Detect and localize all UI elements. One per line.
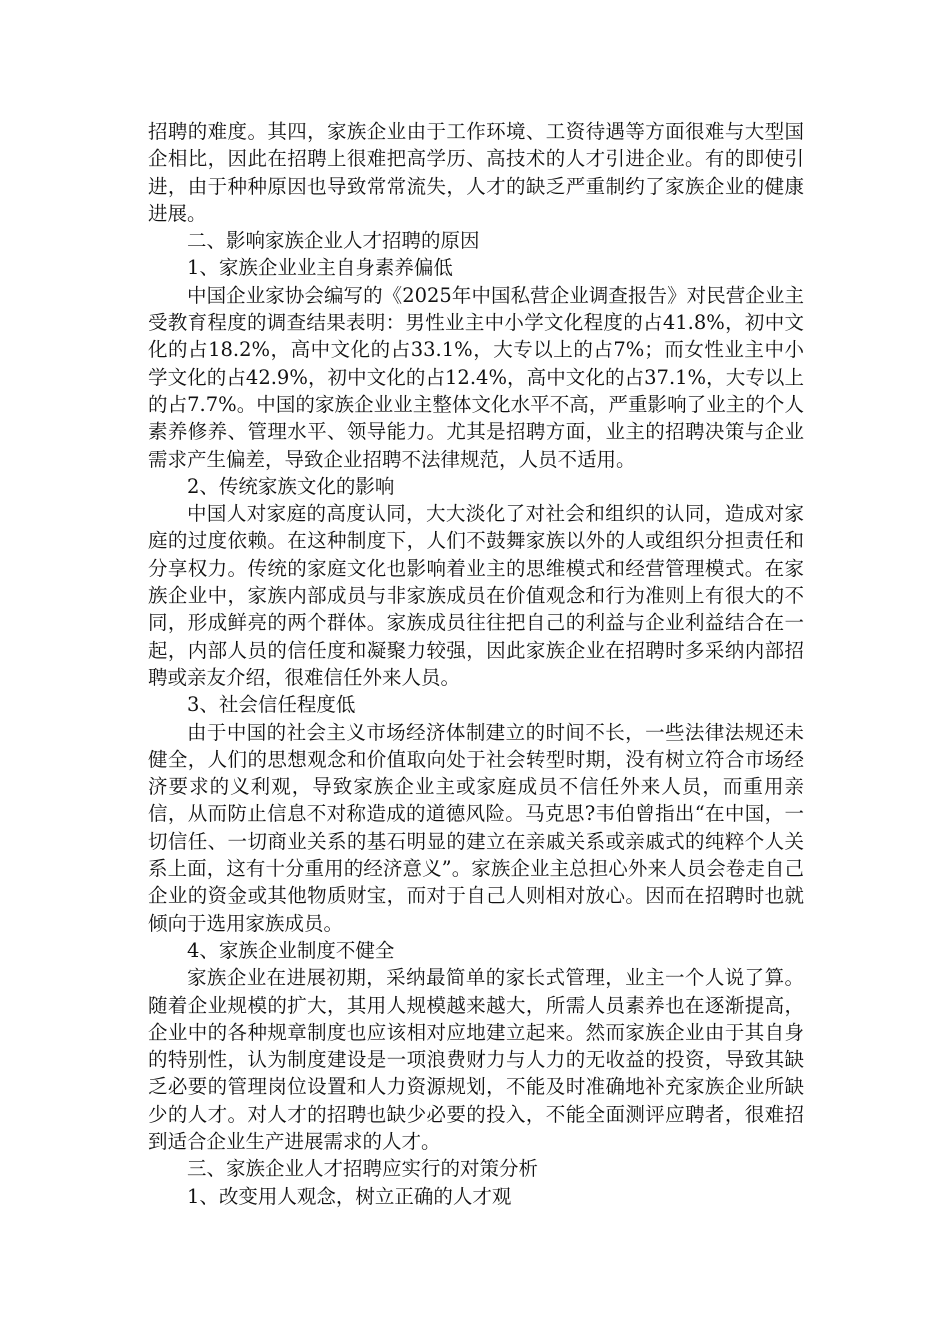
paragraph-family-culture: 中国人对家庭的高度认同，大大淡化了对社会和组织的认同，造成对家庭的过度依赖。在这种制度下，人们不鼓舞家族以外的人或组织分担责任和分享权力。传统的家庭文化也影响着业主的思维模式和经营管理模式。在家族企业中，家族内部成员与非家族成员在价值观念和行为准则上有很大的不同，形成鲜亮的两个群体。家族成员往往把自己的利益与企业利益结合在一起，内部人员的信任度和凝聚力较强，因此家族企业在招聘时多采纳内部招聘或亲友介绍，很难信任外来人员。 (148, 502, 804, 689)
paragraph-owner-education: 中国企业家协会编写的《2025年中国私营企业调查报告》对民营企业主受教育程度的调查结果表明：男性业主中小学文化程度的占41.8%，初中文化的占18.2%，高中文化的占33.1%，大专以上的占7%；而女性业主中小学文化的占42.9%，初中文化的占12.4%，高中文化的占37.1%，大专以上的占7.7%。中国的家族企业业主整体文化水平不高，严重影响了业主的个人素养修养、管理水平、领导能力。尤其是招聘方面，业主的招聘决策与企业需求产生偏差，导致企业招聘不法律规范，人员不适用。 (148, 283, 804, 471)
subsection-heading-2-4: 4、家族企业制度不健全 (187, 938, 395, 962)
document-page (148, 118, 804, 1210)
section-heading-3: 三、家族企业人才招聘应实行的对策分析 (187, 1157, 539, 1181)
paragraph-social-trust: 由于中国的社会主义市场经济体制建立的时间不长，一些法律法规还未健全，人们的思想观念和价值取向处于社会转型时期，没有树立符合市场经济要求的义利观，导致家族企业主或家庭成员不信任外来人员，而重用亲信，从而防止信息不对称造成的道德风险。马克思?韦伯曾指出“在中国，一切信任、一切商业关系的基石明显的建立在亲戚关系或亲戚式的纯粹个人关系上面，这有十分重用的经济意义”。家族企业主总担心外来人员会卷走自己企业的资金或其他物质财宝，而对于自己人则相对放心。因而在招聘时也就倾向于选用家族成员。 (148, 720, 804, 935)
subsection-heading-2-3: 3、社会信任程度低 (187, 693, 356, 717)
paragraph-enterprise-system: 家族企业在进展初期，采纳最简单的家长式管理，业主一个人说了算。随着企业规模的扩大，其用人规模越来越大，所需人员素养也在逐渐提高，企业中的各种规章制度也应该相对应地建立起来。然而家族企业由于其自身的特别性，认为制度建设是一项浪费财力与人力的无收益的投资，导致其缺乏必要的管理岗位设置和人力资源规划，不能及时准确地补充家族企业所缺少的人才。对人才的招聘也缺少必要的投入，不能全面测评应聘者，很难招到适合企业生产进展需求的人才。 (148, 966, 804, 1153)
subsection-heading-2-2: 2、传统家族文化的影响 (187, 474, 395, 498)
paragraph-intro-continued: 招聘的难度。其四，家族企业由于工作环境、工资待遇等方面很难与大型国企相比，因此在招聘上很难把高学历、高技术的人才引进企业。有的即使引进，由于种种原因也导致常常流失，人才的缺乏严重制约了家族企业的健康进展。 (148, 120, 804, 225)
subsection-heading-2-1: 1、家族企业业主自身素养偏低 (187, 256, 453, 280)
subsection-heading-3-1: 1、改变用人观念，树立正确的人才观 (187, 1184, 512, 1208)
section-heading-2: 二、影响家族企业人才招聘的原因 (187, 229, 480, 253)
